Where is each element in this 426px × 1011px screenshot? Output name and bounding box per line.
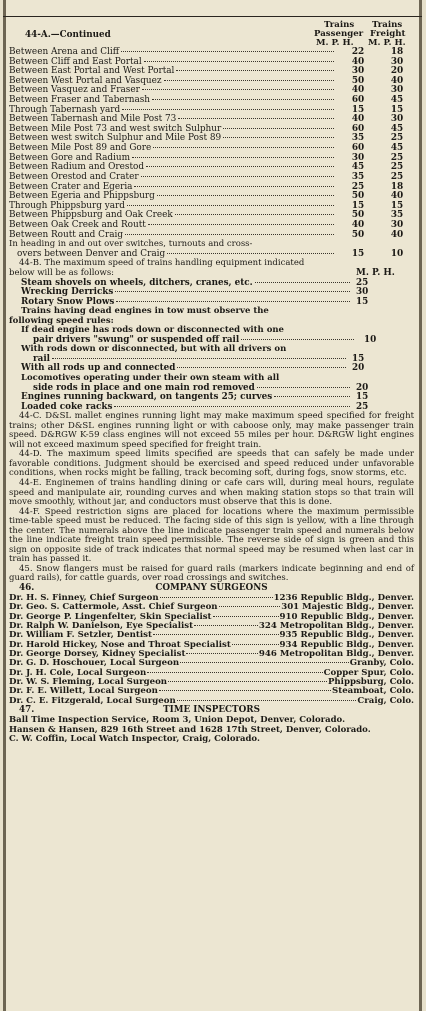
speed-row-label: Between Oak Creek and Routt xyxy=(9,219,146,230)
dot-leader xyxy=(164,80,334,81)
dot-leader xyxy=(255,282,350,283)
dot-leader xyxy=(186,653,258,654)
speed-row-passenger: 50 xyxy=(351,191,365,202)
r44b-dead-l1: Trains having dead engines in tow must observe the xyxy=(21,306,269,317)
dot-leader xyxy=(115,291,350,292)
surgeon-name: Dr. Harold Hickey, Nose and Throat Specialist xyxy=(9,639,231,650)
speed-row-label: Between Vasquez and Fraser xyxy=(9,85,140,96)
surgeon-name: Dr. H. S. Finney, Chief Surgeon xyxy=(9,593,159,603)
speed-row-label: Between Radium and Orestod xyxy=(9,162,145,173)
speed-row-freight: 25 xyxy=(390,152,404,163)
rule-47-time-inspectors xyxy=(9,706,414,744)
heading-note xyxy=(9,240,414,259)
speed-row-passenger: 15 xyxy=(351,104,365,115)
speed-row-passenger: 30 xyxy=(351,152,365,163)
rule-44f: 44-F. Speed restriction signs are placed for locations where the maximum permissible time-table speed must be reduced. The facing side of this sign is yellow, with a line through the center. The numerals above the line indicate passenger train speed and numerals below the line indicate freight train speed permissible. The reverse side of sign is green and this sign on opposite side of track indicates that normal speed may be resumed when last car in train has passed it. xyxy=(9,506,414,565)
dot-leader xyxy=(160,597,273,598)
speed-row-freight: 30 xyxy=(390,219,404,230)
r44b-backward-val: 15 xyxy=(356,392,369,403)
rule-44b xyxy=(9,259,414,412)
speed-row-passenger: 50 xyxy=(351,75,365,86)
dot-leader xyxy=(142,89,334,90)
r47-line2: Hansen & Hansen, 829 16th Street and 1628 17th Street, Denver, Colorado. xyxy=(9,724,371,735)
heading-note-line1: In heading in and out over switches, turnouts and cross- xyxy=(9,239,253,250)
speed-row-passenger: 45 xyxy=(351,162,365,173)
dot-leader xyxy=(127,205,334,206)
dot-leader xyxy=(177,700,357,701)
equipment-label: Steam shovels on wheels, ditchers, cranes, etc. xyxy=(21,277,253,288)
dot-leader xyxy=(274,396,350,397)
speed-row-freight: 45 xyxy=(390,123,404,134)
surgeon-address: Steamboat, Colo. xyxy=(332,686,414,697)
speed-row-freight: 20 xyxy=(390,66,404,77)
dot-leader xyxy=(121,51,334,52)
dot-leader xyxy=(175,214,334,215)
dot-leader xyxy=(141,176,334,177)
dot-leader xyxy=(159,690,331,691)
speed-row-freight: 18 xyxy=(390,47,404,57)
speed-row-label: Between Mile Post 73 and west switch Sulphur xyxy=(9,123,222,134)
speed-row-label: Between Gore and Radium xyxy=(9,152,131,163)
speed-row-label: Through Tabernash yard xyxy=(9,104,121,115)
dot-leader xyxy=(178,118,334,119)
equipment-label: Rotary Snow Plows xyxy=(21,296,115,307)
r47-number: 47. xyxy=(19,705,35,716)
speed-row-freight: 25 xyxy=(390,133,404,144)
surgeon-name: Dr. C. E. Fitzgerald, Local Surgeon xyxy=(9,695,176,706)
r44b-loco-l2: side rods in place and one main rod removed xyxy=(33,382,255,393)
rule-44e: 44-E. Enginemen of trains handling dining or cafe cars will, during meal hours, regulate speed and manipulate air, rounding curves and when making station stops so that train will move smoothly, without jar, and conductors must observe that this is done. xyxy=(9,477,414,508)
section-title: 44-A.—Continued xyxy=(25,30,111,40)
r44b-backward: Engines running backward, on tangents 25; curves xyxy=(21,392,273,403)
r44b-d3-val: 20 xyxy=(352,363,365,374)
r44b-intro-l2: below will be as follows: xyxy=(9,267,115,278)
speed-row-passenger: 35 xyxy=(351,133,365,144)
col-passenger-l1: Trains xyxy=(324,20,355,30)
speed-row-freight: 40 xyxy=(390,229,404,240)
page-content xyxy=(9,18,414,744)
rule-46-company-surgeons xyxy=(9,584,414,706)
dot-leader xyxy=(168,681,327,682)
speed-row-label: Between Cliff and East Portal xyxy=(9,56,142,67)
surgeon-name: Dr. F. E. Willett, Local Surgeon xyxy=(9,686,158,697)
speed-row-label: Between Fraser and Tabernash xyxy=(9,95,151,106)
surgeon-address: 301 Majestic Bldg., Denver. xyxy=(281,602,414,613)
speed-row-label: Between Routt and Craig xyxy=(9,229,124,240)
dot-leader xyxy=(167,253,334,254)
rule-44c: 44-C. D&SL mallet engines running light may make maximum speed specified for freight trains; other D&SL engines running light or with caboose only, may make passenger train speed. D&RGW K-59 class engines will not exceed 55 miles per hour. D&RGW light engines will not exceed maximum speed specified for freight train. xyxy=(9,411,414,450)
r44b-dead-l2: following speed rules: xyxy=(9,315,114,326)
surgeon-name: Dr. Geo. S. Cattermole, Asst. Chief Surgeon xyxy=(9,602,218,613)
binding-edge-right xyxy=(419,0,422,1011)
speed-row-passenger: 60 xyxy=(351,95,365,106)
surgeon-name: Dr. William F. Setzler, Dentist xyxy=(9,630,152,641)
r46-title: COMPANY SURGEONS xyxy=(155,583,268,593)
speed-row-passenger: 50 xyxy=(351,210,365,221)
r44b-coke: Loaded coke racks xyxy=(21,401,113,412)
dot-leader xyxy=(213,616,279,617)
speed-row-passenger: 15 xyxy=(351,200,365,211)
dot-leader xyxy=(232,644,279,645)
col-freight-l3: M. P. H. xyxy=(368,38,406,48)
speed-row-label: Between Egeria and Phippsburg xyxy=(9,191,155,202)
r44b-d1-l2: pair drivers "swung" or suspended off rail xyxy=(33,334,240,345)
speed-row-passenger: 40 xyxy=(351,85,365,96)
r44b-items xyxy=(9,279,414,308)
dot-leader xyxy=(223,128,334,129)
speed-row-passenger: 60 xyxy=(351,143,365,154)
dot-leader xyxy=(223,137,334,138)
surgeon-address: 934 Republic Bldg., Denver. xyxy=(279,639,414,650)
speed-row-label: Through Phippsburg yard xyxy=(9,200,125,211)
speed-table-header xyxy=(9,18,414,48)
rule-45: 45. Snow flangers must be raised for guard rails (markers indicate beginning and end of guard rails), for cattle guards, over road crossings and switches. xyxy=(9,563,414,584)
surgeon-address: Granby, Colo. xyxy=(349,658,414,669)
dot-leader xyxy=(147,672,322,673)
dot-leader xyxy=(153,147,334,148)
speed-row-label: Between Phippsburg and Oak Creek xyxy=(9,210,173,221)
heading-note-pass: 15 xyxy=(351,248,365,259)
r47-line1: Ball Time Inspection Service, Room 3, Union Depot, Denver, Colorado. xyxy=(9,715,346,726)
equipment-speed: 30 xyxy=(356,287,369,298)
speed-row-passenger: 25 xyxy=(351,181,365,192)
speed-row-passenger: 35 xyxy=(351,171,365,182)
speed-row-freight: 30 xyxy=(390,56,404,67)
col-passenger-l3: M. P. H. xyxy=(316,38,354,48)
r44b-d3-l1: With all rods up and connected xyxy=(21,363,176,374)
surgeon-address: 935 Republic Bldg., Denver. xyxy=(279,630,414,641)
speed-row-label: Between West Portal and Vasquez xyxy=(9,75,162,86)
surgeon-address: 324 Metropolitan Bldg., Denver. xyxy=(258,621,414,632)
surgeon-address: 910 Republic Bldg., Denver. xyxy=(279,611,414,622)
dot-leader xyxy=(157,195,334,196)
binding-edge-left xyxy=(3,0,6,1011)
speed-row-freight: 30 xyxy=(390,85,404,96)
speed-row-freight: 25 xyxy=(390,162,404,173)
r44b-d1-l1: If dead engine has rods down or disconnected with one xyxy=(21,325,284,336)
speed-row-label: Between Tabernash and Mile Post 73 xyxy=(9,114,177,125)
equipment-speed: 15 xyxy=(356,296,369,307)
speed-row-freight: 45 xyxy=(390,143,404,154)
speed-row-freight: 40 xyxy=(390,75,404,86)
dot-leader xyxy=(194,625,258,626)
dot-leader xyxy=(52,358,346,359)
speed-row-label: Between Crater and Egeria xyxy=(9,181,133,192)
speed-row-passenger: 40 xyxy=(351,219,365,230)
r44b-loco-val: 20 xyxy=(356,382,369,393)
dot-leader xyxy=(125,234,334,235)
surgeon-address: Copper Spur, Colo. xyxy=(323,667,414,678)
speed-row-label: Between Arena and Cliff xyxy=(9,47,119,57)
dot-leader xyxy=(152,99,334,100)
col-freight-l2: Freight xyxy=(370,29,406,39)
timetable-page xyxy=(3,0,422,1011)
r44b-d1-val: 10 xyxy=(364,334,377,345)
col-passenger-l2: Passenger xyxy=(314,29,364,39)
speed-row-passenger: 40 xyxy=(351,56,365,67)
speed-row-passenger: 40 xyxy=(351,114,365,125)
dot-leader xyxy=(241,339,354,340)
dot-leader xyxy=(134,186,334,187)
surgeon-name: Dr. G. D. Hoschouer, Local Surgeon xyxy=(9,658,180,669)
surgeon-name: Dr. George Dorsey, Kidney Specialist xyxy=(9,649,186,660)
speed-row-freight: 35 xyxy=(390,210,404,221)
dot-leader xyxy=(153,634,279,635)
r46-number: 46. xyxy=(19,583,35,593)
surgeon-name: Dr. W. S. Fleming, Local Surgeon xyxy=(9,677,168,688)
dot-leader xyxy=(146,166,334,167)
surgeon-address: Phippsburg, Colo. xyxy=(327,677,414,688)
speed-row-passenger: 50 xyxy=(351,229,365,240)
speed-row-freight: 45 xyxy=(390,95,404,106)
r44b-loco-l1: Locomotives operating under their own steam with all xyxy=(21,372,280,383)
speed-row-label: Between west switch Sulphur and Mile Post 89 xyxy=(9,133,222,144)
dot-leader xyxy=(176,70,334,71)
speed-row-passenger: 22 xyxy=(351,47,365,57)
r47-line3: C. W. Coffin, Local Watch Inspector, Craig, Colorado. xyxy=(9,733,260,744)
surgeon-name: Dr. Ralph W. Danielson, Eye Specialist xyxy=(9,621,194,632)
r47-title: TIME INSPECTORS xyxy=(163,705,260,716)
speed-row-freight: 40 xyxy=(390,191,404,202)
r44b-d2-l2: rail xyxy=(33,353,51,364)
speed-row-label: Between Orestod and Crater xyxy=(9,171,139,182)
speed-row-label: Between East Portal and West Portal xyxy=(9,66,175,77)
r44b-unit: M. P. H. xyxy=(356,267,395,278)
dot-leader xyxy=(114,406,350,407)
r44b-coke-val: 25 xyxy=(356,401,369,412)
rule-44d: 44-D. The maximum speed limits specified are speeds that can safely be made under favorable conditions. Judgment should be exercised and speed reduced under unfavorable conditions, when rocks might be falling, track becoming soft, during fogs, snow storms, etc. xyxy=(9,449,414,479)
equipment-speed: 25 xyxy=(356,277,369,288)
dot-leader xyxy=(219,606,281,607)
surgeon-list xyxy=(9,594,414,706)
speed-table xyxy=(9,48,414,240)
dot-leader xyxy=(180,662,349,663)
speed-row-passenger: 30 xyxy=(351,66,365,77)
r44b-intro-l1: 44-B. The maximum speed of trains handling equipment indicated xyxy=(19,258,305,269)
speed-row-freight: 15 xyxy=(390,104,404,115)
dot-leader xyxy=(257,387,350,388)
dot-leader xyxy=(122,109,334,110)
heading-note-freight: 10 xyxy=(390,248,404,259)
surgeon-address: 946 Metropolitan Bldg., Denver. xyxy=(258,649,414,660)
r44b-d2-val: 15 xyxy=(352,353,365,364)
heading-note-line2: overs between Denver and Craig xyxy=(17,248,166,259)
speed-row-freight: 25 xyxy=(390,171,404,182)
surgeon-name: Dr. George P. Lingenfelter, Skin Specialist xyxy=(9,611,212,622)
speed-row-freight: 15 xyxy=(390,200,404,211)
equipment-label: Wrecking Derricks xyxy=(21,287,114,298)
speed-row-label: Between Mile Post 89 and Gore xyxy=(9,143,152,154)
r44b-d2-l1: With rods down or disconnected, but with all drivers on xyxy=(21,344,287,355)
surgeon-address: Craig, Colo. xyxy=(357,695,414,706)
dot-leader xyxy=(132,157,334,158)
top-rule xyxy=(3,16,422,17)
col-freight-l1: Trains xyxy=(372,20,403,30)
speed-row-passenger: 60 xyxy=(351,123,365,134)
dot-leader xyxy=(144,61,334,62)
dot-leader xyxy=(177,367,346,368)
dot-leader xyxy=(116,301,350,302)
dot-leader xyxy=(148,224,334,225)
speed-row-freight: 18 xyxy=(390,181,404,192)
surgeon-address: 1236 Republic Bldg., Denver. xyxy=(273,593,414,603)
surgeon-name: Dr. J. H. Cole, Local Surgeon xyxy=(9,667,147,678)
speed-row-freight: 30 xyxy=(390,114,404,125)
